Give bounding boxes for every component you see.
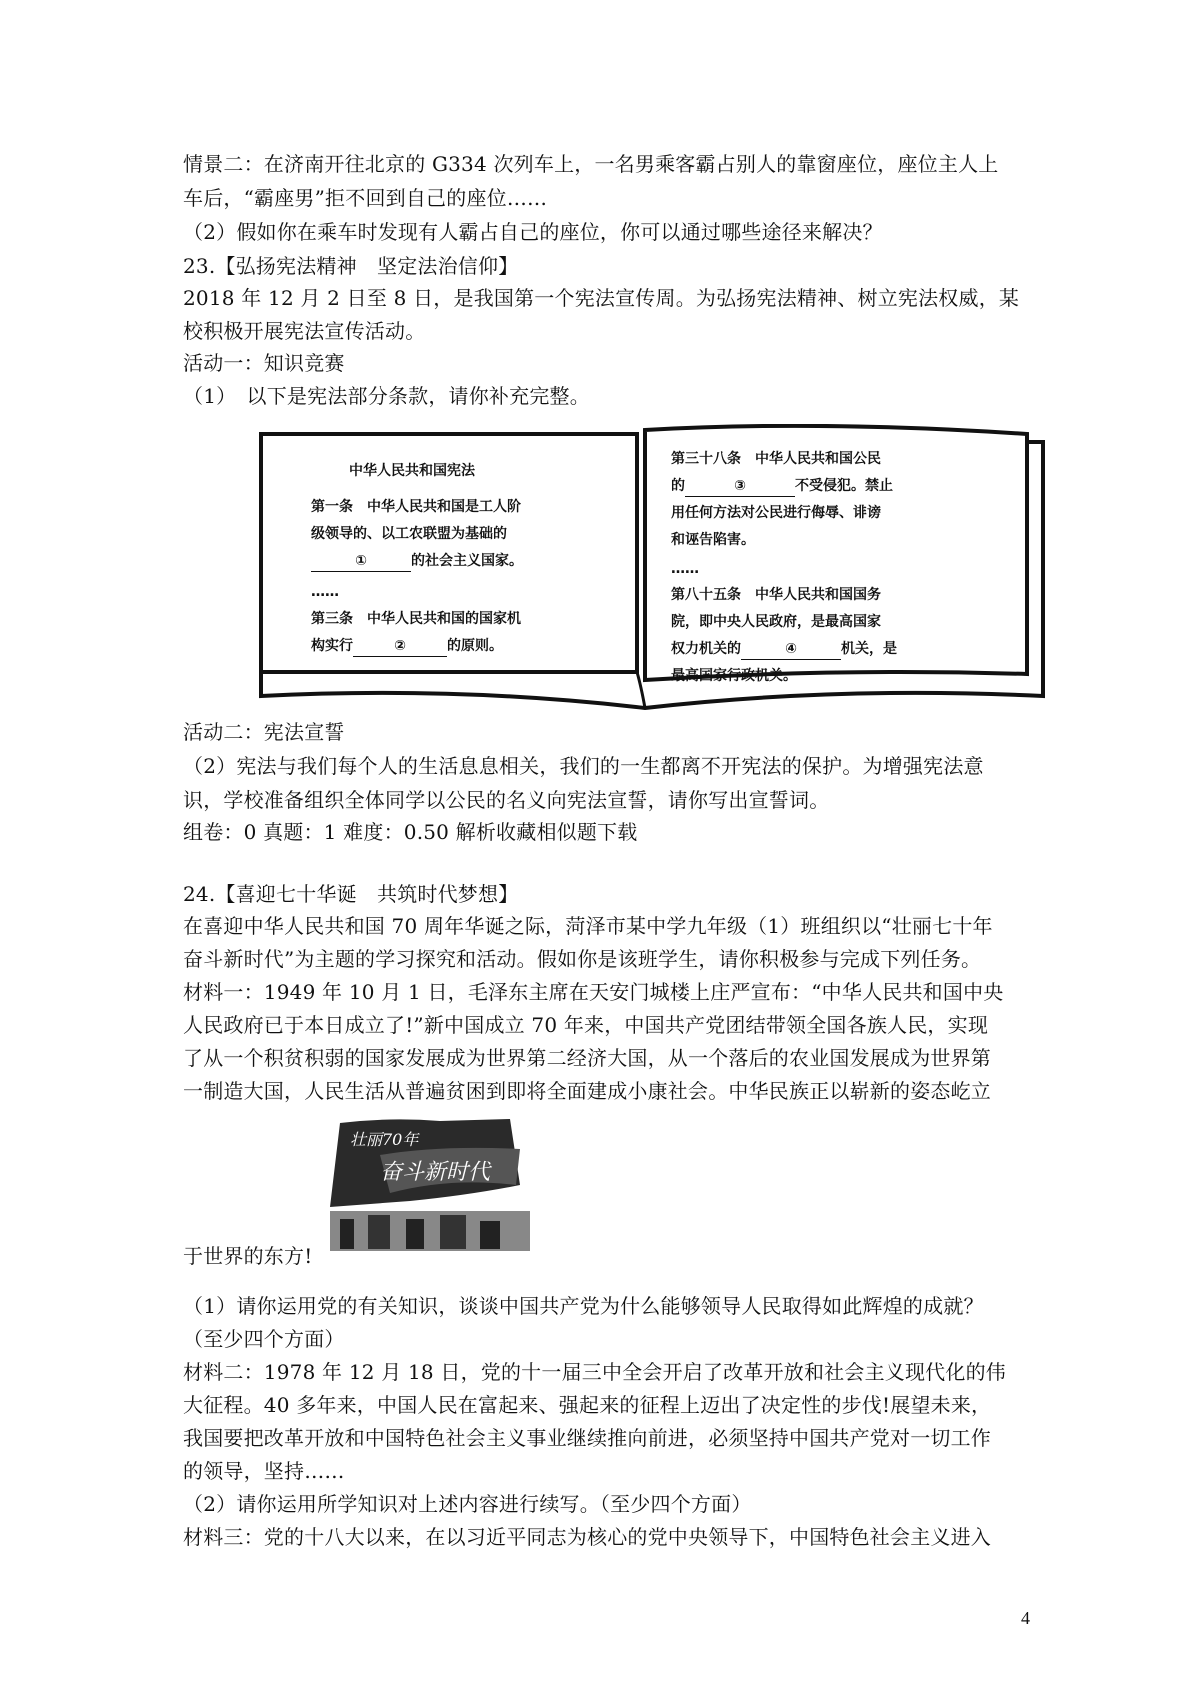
activity-heading: 活动二：宪法宣誓 xyxy=(183,720,345,744)
ellipsis: …… xyxy=(311,584,339,600)
paragraph-line: 于世界的东方! xyxy=(183,1244,313,1268)
photo-top-text: 壮丽70年 xyxy=(350,1130,419,1149)
article-3-line: 构实行 ② 的原则。 xyxy=(311,633,503,660)
paragraph-line: 车后，“霸座男”拒不回到自己的座位…… xyxy=(183,186,548,210)
paragraph-line: 在喜迎中华人民共和国 70 周年华诞之际，菏泽市某中学九年级（1）班组织以“壮丽七十年 xyxy=(183,914,993,938)
paragraph-line: 材料三：党的十八大以来，在以习近平同志为核心的党中央领导下，中国特色社会主义进入 xyxy=(183,1525,991,1549)
paragraph-line: 一制造大国，人民生活从普遍贫困到即将全面建成小康社会。中华民族正以崭新的姿态屹立 xyxy=(183,1079,991,1103)
paragraph-line: 材料二：1978 年 12 月 18 日，党的十一届三中全会开启了改革开放和社会主义现代化的伟 xyxy=(183,1360,1006,1384)
blank-4: ④ xyxy=(741,639,841,660)
paragraph-line: 情景二：在济南开往北京的 G334 次列车上，一名男乘客霸占别人的靠窗座位，座位主人上 xyxy=(183,152,999,176)
question-line: （2）请你运用所学知识对上述内容进行续写。（至少四个方面） xyxy=(183,1492,752,1516)
paragraph-line: 材料一：1949 年 10 月 1 日，毛泽东主席在天安门城楼上庄严宣布：“中华人民共和国中央 xyxy=(183,980,1004,1004)
question-line: （2）宪法与我们每个人的生活息息相关，我们的一生都离不开宪法的保护。为增强宪法意 xyxy=(183,754,984,778)
paragraph-line: 了从一个积贫积弱的国家发展成为世界第二经济大国，从一个落后的农业国发展成为世界第 xyxy=(183,1046,991,1070)
flag-banner-image xyxy=(320,1115,538,1255)
article-85-line: 权力机关的 ④ 机关，是 xyxy=(671,636,897,663)
constitution-book-figure xyxy=(257,424,1047,712)
article-1-line: 级领导的、以工农联盟为基础的 xyxy=(311,526,507,542)
activity-heading: 活动一：知识竞赛 xyxy=(183,351,345,375)
article-1-line: 第一条 中华人民共和国是工人阶 xyxy=(311,499,521,515)
article-38-line: 第三十八条 中华人民共和国公民 xyxy=(671,451,881,467)
blank-1: ① xyxy=(311,551,411,572)
article-85-line: 最高国家行政机关。 xyxy=(671,668,797,684)
ellipsis: …… xyxy=(671,561,699,577)
question-line: （2）假如你在乘车时发现有人霸占自己的座位，你可以通过哪些途径来解决？ xyxy=(183,220,883,244)
article-38-line: 用任何方法对公民进行侮辱、诽谤 xyxy=(671,505,881,521)
paragraph-line: 大征程。40 多年来，中国人民在富起来、强起来的征程上迈出了决定性的步伐!展望未来， xyxy=(183,1393,992,1417)
article-38-line: 的 ③ 不受侵犯。禁止 xyxy=(671,473,893,500)
blank-3: ③ xyxy=(685,476,795,497)
article-85-line: 院，即中央人民政府，是最高国家 xyxy=(671,614,881,630)
question-line: （1） 以下是宪法部分条款，请你补充完整。 xyxy=(183,384,590,408)
blank-2: ② xyxy=(353,636,447,657)
paragraph-line: 的领导，坚持…… xyxy=(183,1459,345,1483)
paragraph-line: 校积极开展宪法宣传活动。 xyxy=(183,319,426,343)
paragraph-line: 2018 年 12 月 2 日至 8 日，是我国第一个宪法宣传周。为弘扬宪法精神、树立宪法权威，某 xyxy=(183,286,1020,310)
paragraph-line: 人民政府已于本日成立了!”新中国成立 70 年来，中国共产党团结带领全国各族人民，实现 xyxy=(183,1013,989,1037)
paragraph-line: 我国要把改革开放和中国特色社会主义事业继续推向前进，必须坚持中国共产党对一切工作 xyxy=(183,1426,991,1450)
photo-banner-text: 奋斗新时代 xyxy=(380,1160,491,1185)
book-left-title: 中华人民共和国宪法 xyxy=(349,463,475,479)
question-heading: 23.【弘扬宪法精神 坚定法治信仰】 xyxy=(183,254,519,278)
article-38-line: 和诬告陷害。 xyxy=(671,532,755,548)
question-heading: 24.【喜迎七十华诞 共筑时代梦想】 xyxy=(183,882,519,906)
article-1-line: ① 的社会主义国家。 xyxy=(311,548,523,575)
anniversary-photo xyxy=(320,1115,538,1255)
meta-line: 组卷：0 真题：1 难度：0.50 解析收藏相似题下载 xyxy=(183,820,638,844)
article-85-line: 第八十五条 中华人民共和国国务 xyxy=(671,587,881,603)
question-line: （1）请你运用党的有关知识，谈谈中国共产党为什么能够领导人民取得如此辉煌的成就？ xyxy=(183,1294,984,1318)
paragraph-line: 识，学校准备组织全体同学以公民的名义向宪法宣誓，请你写出宣誓词。 xyxy=(183,788,830,812)
paragraph-line: 奋斗新时代”为主题的学习探究和活动。假如你是该班学生，请你积极参与完成下列任务。 xyxy=(183,947,982,971)
article-3-line: 第三条 中华人民共和国的国家机 xyxy=(311,611,521,627)
page-number: 4 xyxy=(1021,1608,1030,1628)
question-line: （至少四个方面） xyxy=(183,1327,345,1351)
